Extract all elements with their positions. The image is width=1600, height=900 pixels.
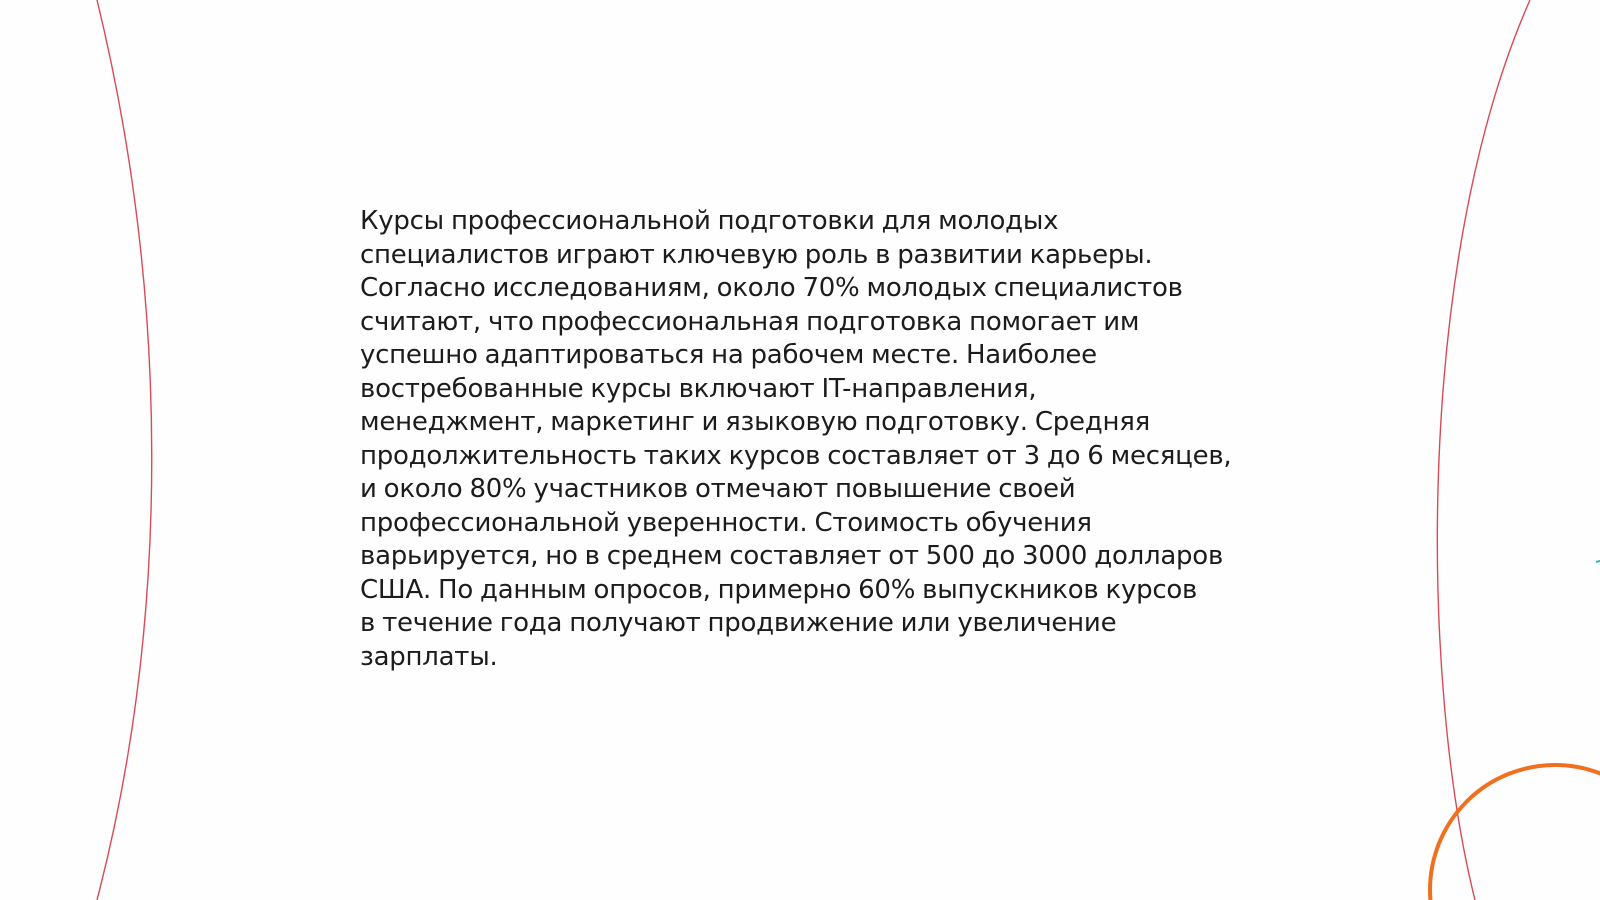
text-line: специалистов играют ключевую роль в развитии карьеры. xyxy=(360,239,1153,270)
text-line: варьируется, но в среднем составляет от 500 до 3000 долларов xyxy=(360,541,1224,571)
text-line: и около 80% участников отмечают повышение своей xyxy=(360,474,1076,504)
orange-circle-outline xyxy=(1430,765,1600,900)
text-line: профессиональной уверенности. Стоимость обучения xyxy=(360,507,1092,538)
left-arc-line xyxy=(97,0,152,900)
text-line: считают, что профессиональная подготовка помогает им xyxy=(360,306,1140,337)
text-line: Согласно исследованиям, около 70% молодых специалистов xyxy=(360,273,1183,303)
text-line: в течение года получают продвижение или увеличение xyxy=(360,608,1117,638)
text-line: США. По данным опросов, примерно 60% выпускников курсов xyxy=(360,574,1198,605)
text-line: зарплаты. xyxy=(360,641,498,672)
text-line: продолжительность таких курсов составляет от 3 до 6 месяцев, xyxy=(360,440,1232,471)
text-line: успешно адаптироваться на рабочем месте. Наиболее xyxy=(360,340,1097,370)
teal-accent-mark xyxy=(1596,561,1600,562)
text-line: Курсы профессиональной подготовки для молодых xyxy=(360,206,1059,236)
text-line: менеджмент, маркетинг и языковую подготовку. Средняя xyxy=(360,407,1150,437)
text-line: востребованные курсы включают IT-направления, xyxy=(360,373,1037,404)
slide-body-text xyxy=(360,205,1240,674)
right-arc-line xyxy=(1437,0,1530,900)
